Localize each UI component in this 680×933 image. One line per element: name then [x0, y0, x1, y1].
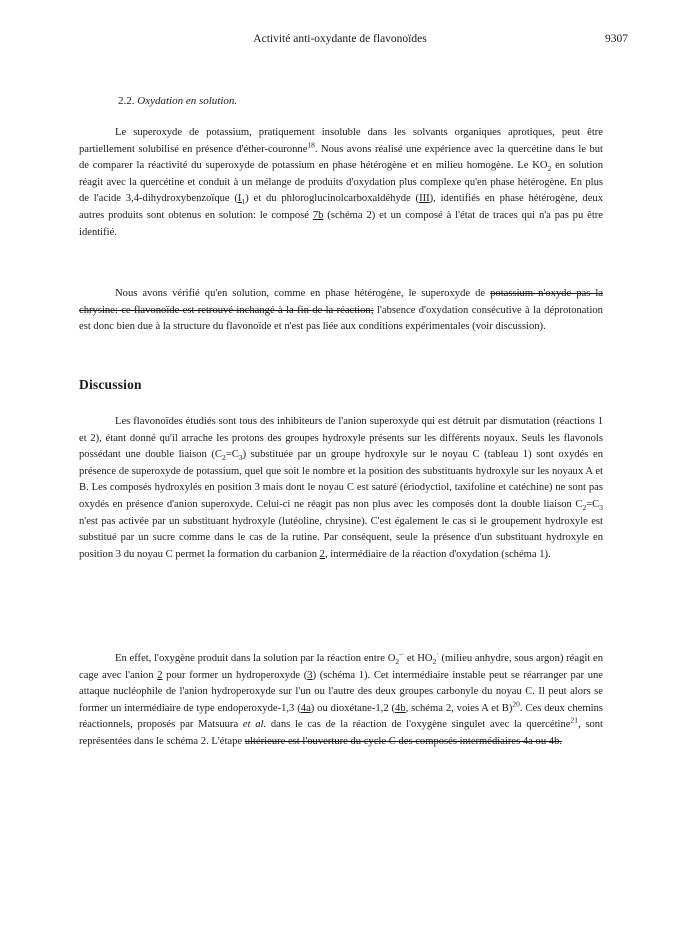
paragraph-3: Les flavonoïdes étudiés sont tous des inhibiteurs de l'anion superoxyde qui est détruit par dismutation (réactions 1 et 2), étant donné qu'il arrache les protons des groupes hydroxyle présents sur les différents noyaux. Seuls les flavonols possédant une double liaison $(C_2=C_3)$ substituée par un groupe hydroxyle sur le noyau C (tableau 1) sont oxydés en présence de superoxyde de potassium, quel que soit le nombre et la position des substituants hydroxyle sur les noyaux A et B. Les composés hydroxylés en position 3 mais dont le noyau C est saturé (ériodyctiol, taxifoline et catéchine) ne sont pas oxydés en présence d'anion superoxyde. Celui-ci ne réagit pas non plus avec les composés dont la double liaison $C_2=C_3$ n'est pas activée par un substituant hydroxyle (lutéoline, chrysine). C'est également le cas si le groupement hydroxyle est substitué par un sucre comme dans le cas de la rutine. Par conséquent, seule la présence d'un substituant hydroxyle en position 3 du noyau C permet la formation du carbanion 2, intermédiaire de la réaction d'oxydation (schéma 1).	[79, 416, 603, 560]
paragraph-1: Le superoxyde de potassium, pratiquement insoluble dans les solvants organiques aprotiques, peut être partiellement solubilisé en présence d'éther-couronne$^{18}$. Nous avons réalisé une expérience avec la quercétine dans le but de comparer la réactivité du superoxyde de potassium en phase hétérogène et en milieu homogène. Le $KO_2$ en solution réagit avec la quercétine et conduit à un mélange de produits d'oxydation plus complexe qu'en phase hétérogène. En plus de l'acide 3,4-dihydroxybenzoïque $(I_1)$ et du phloroglucinolcarboxaldéhyde (III), identifiés en phase hétérogène, deux autres produits sont obtenus en solution: le composé 7b (schéma 2) et un composé à l'état de traces qui n'a pas pu être identifié.	[79, 127, 603, 238]
reference-21: 21	[570, 715, 578, 725]
reference-18: 18	[307, 140, 315, 150]
section-heading	[118, 95, 237, 107]
compound-ref-4a: 4a	[300, 702, 311, 714]
page-header	[0, 33, 680, 49]
reference-20: 20	[512, 699, 520, 709]
compound-ref-3: 3	[307, 669, 313, 681]
compound-ref-7b: 7b	[312, 209, 324, 221]
running-title: Activité anti-oxydante de flavonoïdes	[253, 33, 427, 45]
paragraph-2: Nous avons vérifié qu'en solution, comme en phase hétérogène, le superoxyde de potassium n'oxyde pas la chrysine: ce flavonoïde est retrouvé inchangé à la fin de la réaction; l'absence d'oxydation consécutive à la déprotonation est donc bien due à la structure du flavonoïde et n'est pas liée aux conditions expérimentales (voir discussion).	[79, 288, 603, 333]
discussion-heading: Discussion	[79, 377, 142, 392]
section-number: 2.2.	[118, 95, 135, 107]
compound-ref-III: III	[419, 193, 430, 205]
et-al: et al.	[242, 719, 267, 731]
compound-ref-I: $I_1$	[237, 193, 246, 207]
compound-ref-2: 2	[319, 548, 325, 560]
struck-text: potassium n'oxyde pas la chrysine: ce flavonoïde est retrouvé inchangé à la fin de la réaction;	[79, 288, 603, 316]
struck-text: ultérieure est l'ouverture du cycle C des composés intermédiaires 4a ou 4b.	[244, 735, 563, 747]
page-number: 9307	[605, 33, 628, 45]
paragraph-4: En effet, l'oxygène produit dans la solution par la réaction entre $O_2^{-\cdot}$ et $HO_2^\cdot$ (milieu anhydre, sous argon) réagit en cage avec l'anion 2 pour former un hydroperoxyde (3) (schéma 1). Cet intermédiaire instable peut se réarranger par une attaque nucléophile de l'anion hydroperoxyde sur l'un ou l'autre des deux groupes carbonyle du noyau C. Il peut alors se former un intermédiaire de type endoperoxyde-1,3 (4a) ou dioxétane-1,2 (4b, schéma 2, voies A et B)$^{20}$. Ces deux chemins réactionnels, proposés par Matsuura et al. dans le cas de la réaction de l'oxygène singulet avec la quercétine$^{21}$, sont représentées dans le schéma 2. L'étape ultérieure est l'ouverture du cycle C des composés intermédiaires 4a ou 4b.	[79, 649, 604, 747]
section-title: Oxydation en solution.	[137, 95, 238, 107]
compound-ref-2: 2	[157, 669, 163, 681]
compound-ref-4b: 4b	[395, 702, 406, 714]
